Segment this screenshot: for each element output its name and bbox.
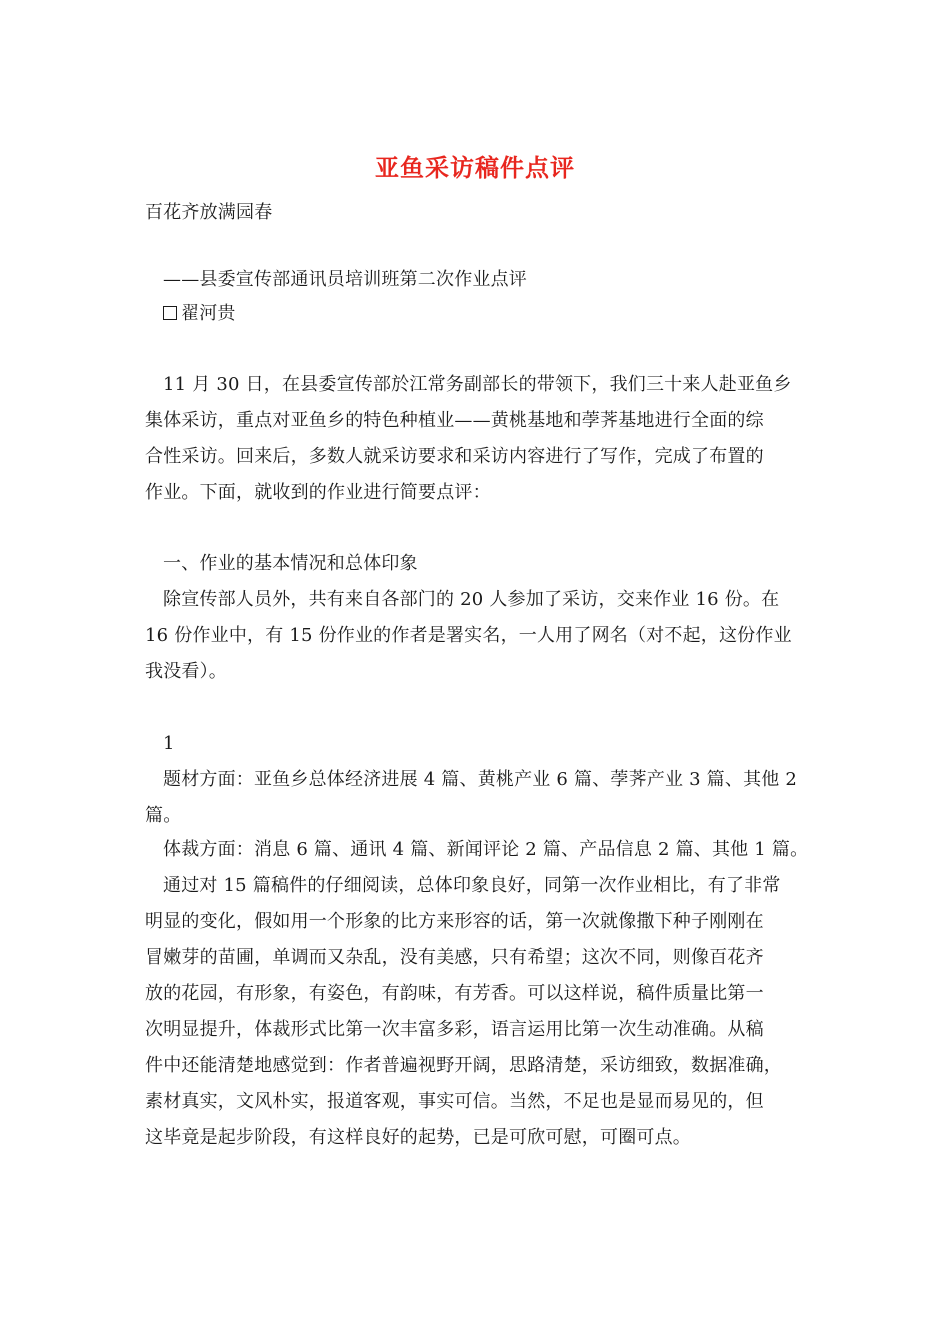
article-subtitle: 百花齐放满园春 (145, 202, 273, 223)
intro-line: 作业。下面，就收到的作业进行简要点评： (145, 482, 491, 503)
topic-line: 题材方面：亚鱼乡总体经济进展 4 篇、黄桃产业 6 篇、荸荠产业 3 篇、其他 2 (163, 769, 798, 790)
byline-box-icon (163, 306, 177, 320)
intro-line: 11 月 30 日，在县委宣传部於江常务副部长的带领下，我们三十来人赴亚鱼乡 (163, 374, 792, 395)
topic-line: 篇。 (145, 805, 182, 826)
section-line: 16 份作业中，有 15 份作业的作者是署实名，一人用了网名（对不起，这份作业 (145, 625, 792, 646)
review-line: 明显的变化，假如用一个形象的比方来形容的话，第一次就像撒下种子刚刚在 (145, 911, 764, 932)
review-line: 冒嫩芽的苗圃，单调而又杂乱，没有美感，只有希望；这次不同，则像百花齐 (145, 947, 764, 968)
author-byline (163, 296, 828, 332)
document-title: 亚鱼采访稿件点评 (375, 153, 575, 182)
review-line: 这毕竟是起步阶段，有这样良好的起势，已是可欣可慰，可圈可点。 (145, 1127, 691, 1148)
review-line: 素材真实，文风朴实，报道客观，事实可信。当然，不足也是显而易见的，但 (145, 1091, 764, 1112)
review-line: 次明显提升，体裁形式比第一次丰富多彩，语言运用比第一次生动准确。从稿 (145, 1019, 764, 1040)
section-line: 除宣传部人员外，共有来自各部门的 20 人参加了采访，交来作业 16 份。在 (163, 589, 780, 610)
section-line: 我没看）。 (145, 661, 227, 682)
genre-line: 体裁方面：消息 6 篇、通讯 4 篇、新闻评论 2 篇、产品信息 2 篇、其他 1 篇。 (163, 839, 809, 860)
review-line: 件中还能清楚地感觉到：作者普遍视野开阔，思路清楚，采访细致，数据准确， (145, 1055, 782, 1076)
intro-line: 集体采访，重点对亚鱼乡的特色种植业——黄桃基地和荸荠基地进行全面的综 (145, 410, 764, 431)
page-number: 1 (163, 733, 175, 754)
article-subheading: ——县委宣传部通讯员培训班第二次作业点评 (163, 269, 527, 290)
section-heading: 一、作业的基本情况和总体印象 (163, 553, 418, 574)
review-line: 放的花园，有形象，有姿色，有韵味，有芳香。可以这样说，稿件质量比第一 (145, 983, 764, 1004)
intro-line: 合性采访。回来后，多数人就采访要求和采访内容进行了写作，完成了布置的 (145, 446, 764, 467)
author-name: 翟河贵 (181, 303, 236, 324)
review-line: 通过对 15 篇稿件的仔细阅读，总体印象良好，同第一次作业相比，有了非常 (163, 875, 781, 896)
